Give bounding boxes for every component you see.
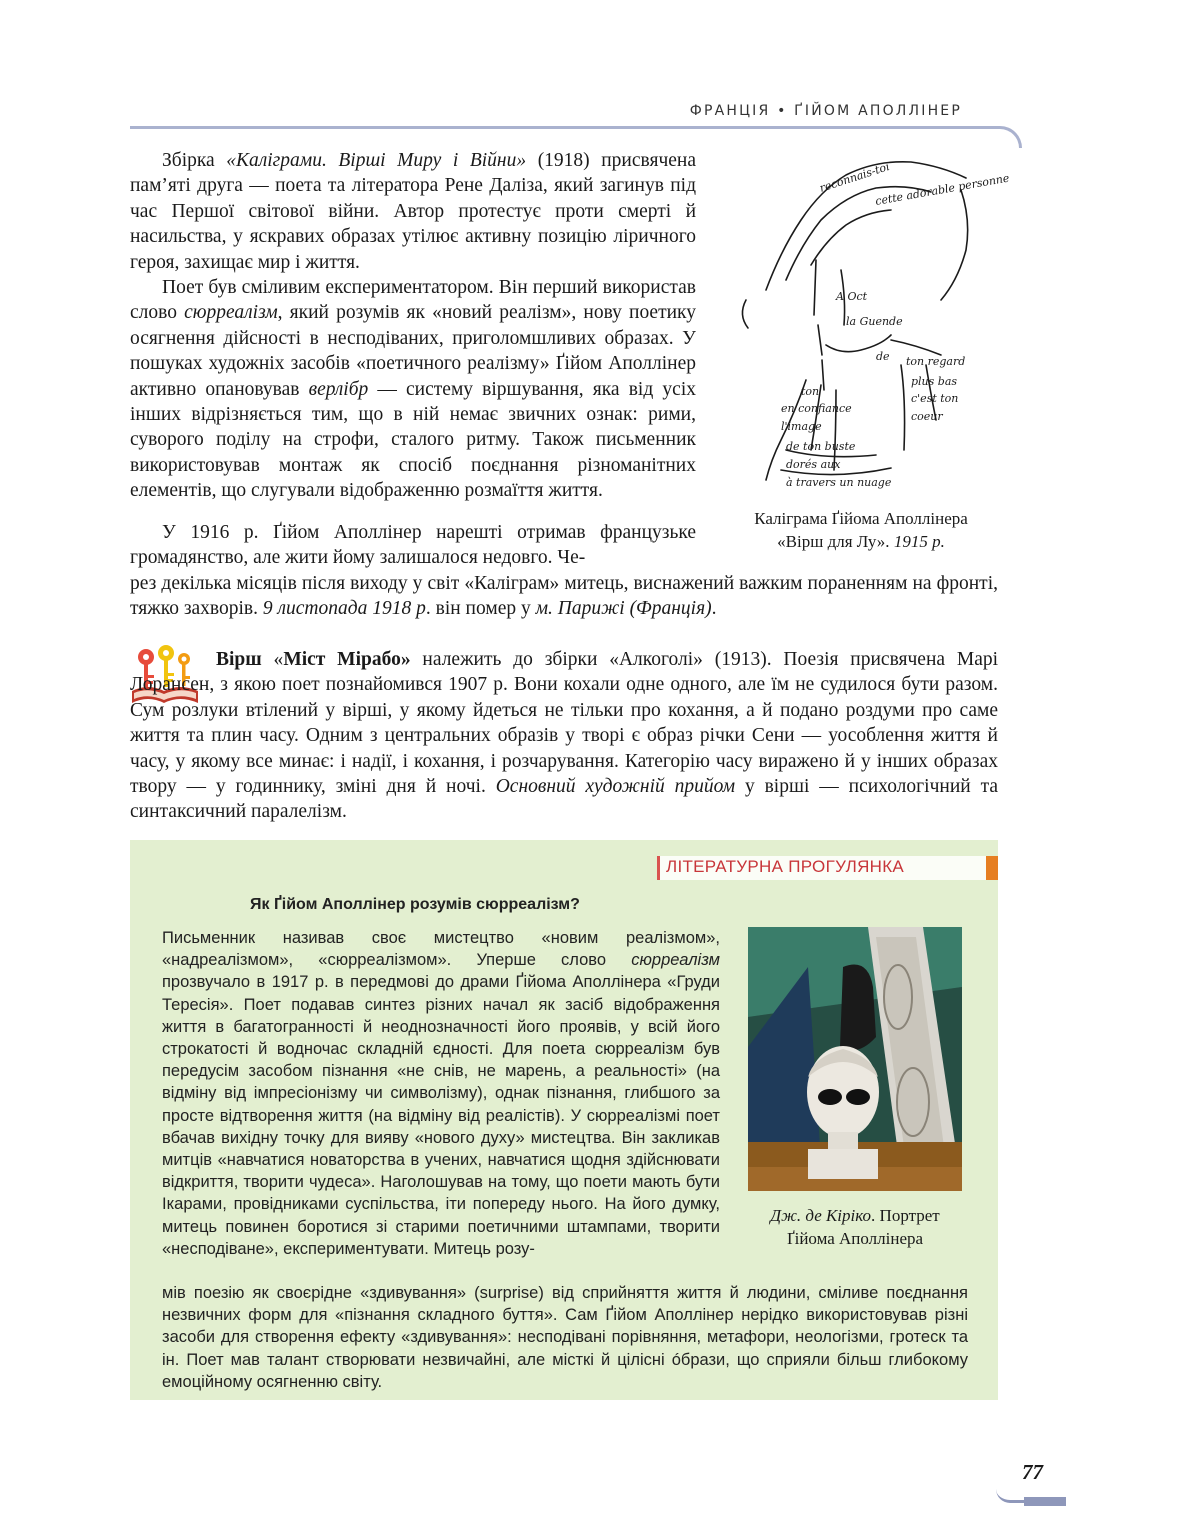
svg-text:dorés aux: dorés aux [786, 458, 841, 471]
paragraph-mirabeau [130, 647, 998, 825]
portrait-caption [736, 1204, 974, 1250]
caption-text: . Портрет [871, 1206, 940, 1225]
svg-text:de ton buste: de ton buste [786, 440, 856, 453]
svg-text:ton regard: ton regard [906, 355, 966, 368]
emphasis: Основний художній прийом [495, 776, 736, 798]
paragraph-death [130, 571, 998, 622]
text: . він помер у [425, 598, 536, 620]
svg-text:ton: ton [801, 385, 820, 398]
calligram-caption [716, 507, 1006, 553]
svg-text:l'image: l'image [781, 420, 822, 433]
emphasis: верлібр [308, 378, 369, 400]
text: рез декілька місяців після виходу у світ «Каліграм» митець, виснажений важким пораненням на фронті, тяжко захворів. [130, 573, 998, 620]
text: належить до збірки «Алкоголі» (1913). Поезія присвячена Марі Лорансен, з якою поет познайомився 1907 р. Вони кохали одне одного, але їм не судилося бути разом. Сум розлуки втілений у вірші, у якому йдеться не тільки про кохання, а й подано роздуми про саме життя та плин часу. Одним з центральних образів у творі є образ річки Сени — уособлення життя й часу, у якому все минає: і надії, і кохання, і розчарування. Категорію часу виражено й у інших образах твору — у годиннику, зміні дня й ночі. [130, 649, 999, 798]
text: прозвучало в 1917 р. в передмові до драми Ґійома Аполлінера «Груди Тересія». Поет подавав синтез різних начал як засіб відображення життя в багатогранності й неоднозначності його проявів, у всій його строкатості й водночас складній єдності. Для поета сюрреалізм був передусім засобом пізнання «не снів, не марень, а реальності» (на відміну від імпресіонізму чи символізму), однак пізнання, глибшого за просте відтворення життя (на відміну від реалістів). У сюрреалізмі поет вбачав вихідну точку для вияву «нового духу» мистецтва. Він закликав митців «навчатися новаторства в учених, навчатися щодня здійснювати відкриття, творити чудеса». Наголошував на тому, що поети мають бути Ікарами, провідниками суспільства, іти попереду нього. На його думку, митець повинен боротися зі старими поетичними штампами, творити «несподіване», експериментувати. Митець розу- [162, 973, 720, 1258]
svg-text:de: de [876, 350, 890, 363]
caption-line: Ґійома Аполлінера [786, 1229, 924, 1248]
paragraph-calligrammes [130, 148, 696, 275]
literary-walk-title: Як Ґійом Аполлінер розумів сюрреалізм? [250, 896, 580, 913]
emphasis: сюрреалізм [631, 951, 720, 970]
literary-walk-text-continued: мів поезію як своєрідне «здивування» (surprise) від сприйняття життя й людини, сміливе поєднання незвичних форм для «пізнання складного буття». Сам Ґійом Аполлінер нерідко використовував різні засоби для створення ефекту «здивування»: несподівані порівняння, метафори, неологізми, гротеск та ін. Поет мав талант створювати незвичайні, але місткі й цілісні óбрази, що сприяли більш глибокому емоційному осягненню світу. [162, 1284, 968, 1391]
caption-line: Каліграма Ґійома Аполлінера [754, 509, 968, 528]
bold-text: Міст Мірабо» [283, 649, 411, 670]
calligram-image [726, 150, 1011, 492]
svg-text:à travers un nuage: à travers un nuage [786, 476, 892, 489]
paragraph-citizenship: У 1916 р. Ґійом Аполлінер нарешті отримав французьке громадянство, але жити йому залишалося недовго. Че- [130, 522, 696, 569]
header-rule [130, 126, 990, 129]
literary-walk-label: ЛІТЕРАТУРНА ПРОГУЛЯНКА [666, 857, 905, 876]
svg-text:en confiance: en confiance [781, 402, 852, 415]
svg-text:reconnais-toi: reconnais-toi [817, 160, 892, 195]
text: « [261, 649, 284, 670]
footer-curve [996, 1489, 1026, 1503]
text: — систему віршування, яка від усіх інших відрізняється тим, що в ній немає звичних ознак: рими, суворого поділу на строфи, сталого ритму. Також письменник використовував монтаж як спосіб поєднання різноманітних елементів, що слугували відображенню розмаїття життя. [130, 378, 696, 502]
text: Поет був сміливим експериментатором. Він перший використав слово [130, 277, 696, 324]
text: Збірка [162, 150, 227, 171]
caption-text: «Вірш для Лу». [777, 532, 894, 551]
svg-text:la Guende: la Guende [846, 315, 903, 328]
caption-date: 1915 р. [893, 532, 945, 551]
bold-text: Вірш [216, 649, 262, 670]
svg-text:A Oct: A Oct [836, 290, 868, 303]
emphasis: м. Парижі (Франція) [535, 598, 712, 620]
caption-author: Дж. де Кіріко [770, 1206, 872, 1225]
text: . [711, 598, 717, 620]
text: Письменник називав своє мистецтво «новим реалізмом», «надреалізмом», «сюрреалізмом». Уперше слово [162, 929, 720, 970]
text: (1918) присвячена пам’яті друга — поета та літератора Рене Даліза, який загинув під час Першої світової війни. Автор протестує проти смерті й насильства, у яскравих образах утілює активну позицію ліричного героя, захищає мир і життя. [130, 150, 696, 273]
emphasis: сюрреалізм [184, 302, 278, 324]
literary-walk-text [162, 927, 720, 1260]
text: , який розумів як «новий реалізм», нову поетику осягнення дійсності в несподіваних, приголомшливих образах. У пошуках художніх засобів «поетичного реалізму» Ґійом Аполлінер активно опановував [130, 302, 696, 400]
text: у вірші — психологічний та синтаксичний паралелізм. [130, 776, 998, 823]
caption-line [716, 530, 1006, 553]
page-number: 77 [1022, 1460, 1043, 1484]
tab-accent [986, 856, 998, 880]
running-head: ФРАНЦІЯ • ҐІЙОМ АПОЛЛІНЕР [689, 103, 962, 119]
svg-text:coeur: coeur [911, 410, 943, 423]
header-rule-curve [986, 126, 1022, 148]
emphasis: «Каліграми. Вірші Миру і Війни» [226, 150, 527, 171]
svg-text:cette adorable personne: cette adorable personne [874, 171, 1011, 208]
portrait-painting-image [748, 927, 962, 1191]
svg-text:plus bas: plus bas [911, 375, 958, 388]
emphasis: 9 листопада 1918 р [262, 598, 426, 620]
caption-line [736, 1204, 974, 1227]
svg-text:c'est ton: c'est ton [911, 392, 959, 405]
literary-walk-tab [657, 856, 998, 880]
footer-bar [1024, 1497, 1066, 1506]
paragraph-experimenter [130, 275, 696, 504]
